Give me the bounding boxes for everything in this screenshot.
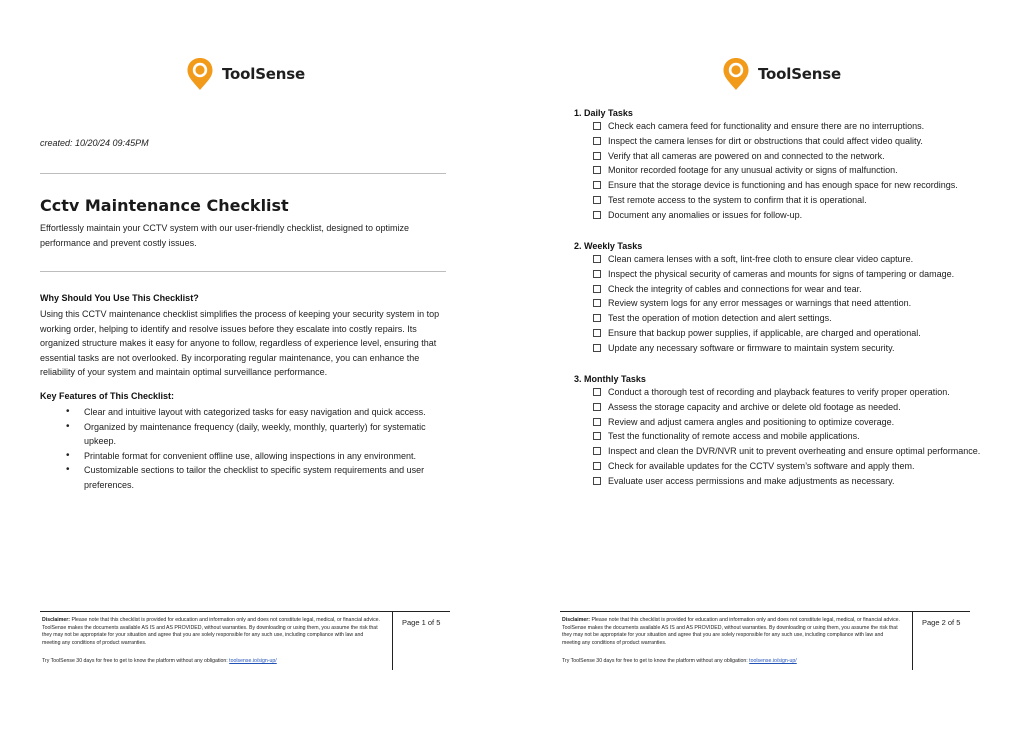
checkbox[interactable] bbox=[593, 196, 601, 204]
why-paragraph: Using this CCTV maintenance checklist simplifies the process of keeping your security system in top working order, helping to identify and resolve issues before they escalate into costly repairs. Its organized structure makes it easy for anyone to follow, regardless of experience level, ensuring that essential tasks are not overlooked. By incorporating regular maintenance, you can enhance the reliability of your system and maintain optimal surveillance performance. bbox=[40, 309, 440, 377]
task-text: Monitor recorded footage for any unusual activity or signs of malfunction. bbox=[608, 165, 898, 176]
task-text: Review system logs for any error messages or warnings that need attention. bbox=[608, 298, 912, 309]
checkbox[interactable] bbox=[593, 255, 601, 263]
task-item bbox=[593, 267, 1014, 282]
checkbox[interactable] bbox=[593, 122, 601, 130]
divider bbox=[40, 271, 446, 272]
feature-item: • Organized by maintenance frequency (daily, weekly, monthly, quarterly) for systematic upkeep. bbox=[60, 420, 450, 449]
task-text: Document any anomalies or issues for follow-up. bbox=[608, 209, 803, 220]
daily-tasks-section bbox=[574, 108, 1014, 223]
location-pin-logo-icon bbox=[722, 57, 750, 91]
task-text: Update any necessary software or firmware to maintain system security. bbox=[608, 342, 895, 353]
checkbox[interactable] bbox=[593, 344, 601, 352]
page-footer bbox=[560, 611, 970, 669]
brand-name: ToolSense bbox=[222, 65, 305, 83]
disclaimer-label: Disclaimer: bbox=[562, 617, 590, 623]
features-heading: Key Features of This Checklist: bbox=[40, 391, 175, 401]
weekly-tasks-section bbox=[574, 241, 1014, 356]
task-text: Review and adjust camera angles and positioning to optimize coverage. bbox=[608, 416, 895, 427]
checkbox[interactable] bbox=[593, 388, 601, 396]
toolsense-logo bbox=[186, 57, 305, 91]
checkbox[interactable] bbox=[593, 447, 601, 455]
section-heading: 3. Monthly Tasks bbox=[574, 374, 646, 384]
checkbox[interactable] bbox=[593, 211, 601, 219]
signup-link[interactable]: toolsense.io/sign-up/ bbox=[229, 658, 277, 664]
monthly-tasks-section bbox=[574, 374, 1014, 489]
task-item bbox=[593, 282, 1014, 297]
task-text: Test the functionality of remote access and mobile applications. bbox=[608, 431, 860, 442]
task-text: Test remote access to the system to confirm that it is operational. bbox=[608, 194, 867, 205]
brand-name: ToolSense bbox=[758, 65, 841, 83]
trial-note bbox=[562, 658, 797, 664]
checkbox[interactable] bbox=[593, 418, 601, 426]
task-item bbox=[593, 341, 1014, 356]
disclaimer bbox=[562, 617, 902, 647]
task-item bbox=[593, 178, 1014, 193]
signup-link[interactable]: toolsense.io/sign-up/ bbox=[749, 658, 797, 664]
task-text: Evaluate user access permissions and make adjustments as necessary. bbox=[608, 475, 895, 486]
task-text: Clean camera lenses with a soft, lint-free cloth to ensure clear video capture. bbox=[608, 254, 914, 264]
disclaimer-label: Disclaimer: bbox=[42, 617, 70, 623]
trial-note bbox=[42, 658, 277, 664]
divider bbox=[40, 173, 446, 174]
task-item bbox=[593, 459, 1014, 474]
feature-item: • Printable format for convenient offline use, allowing inspections in any environment. bbox=[60, 449, 450, 464]
feature-item: • Customizable sections to tailor the checklist to specific system requirements and user preferences. bbox=[60, 463, 450, 492]
toolsense-logo bbox=[722, 57, 841, 91]
task-item bbox=[593, 163, 1014, 178]
task-text: Inspect the camera lenses for dirt or obstructions that could affect video quality. bbox=[608, 135, 923, 146]
checkbox[interactable] bbox=[593, 166, 601, 174]
task-list bbox=[593, 252, 1014, 356]
feature-item: • Clear and intuitive layout with categorized tasks for easy navigation and quick access. bbox=[60, 405, 450, 420]
document-title: Cctv Maintenance Checklist bbox=[40, 196, 289, 215]
task-text: Ensure that backup power supplies, if applicable, are charged and operational. bbox=[608, 327, 921, 338]
document-subtitle: Effortlessly maintain your CCTV system with our user-friendly checklist, designed to optimize performance and prevent costly issues. bbox=[40, 223, 409, 248]
disclaimer-text: Please note that this checklist is provided for education and information only and does not constitute legal, medical, or financial advice. ToolSense makes the documents available AS IS and AS PROVIDED, without warranties. By downloading or using them, you assume the risk that they may not be appropriate for your situation and agree that you are solely responsible for any such use, including compliance with law and meeting any conditions of product warranties. bbox=[562, 617, 900, 646]
task-item bbox=[593, 252, 1014, 267]
checkbox[interactable] bbox=[593, 432, 601, 440]
task-list bbox=[593, 119, 1014, 223]
task-item bbox=[593, 474, 1014, 489]
checkbox[interactable] bbox=[593, 314, 601, 322]
checkbox[interactable] bbox=[593, 285, 601, 293]
task-text: Check the integrity of cables and connections for wear and tear. bbox=[608, 283, 862, 294]
task-text: Check for available updates for the CCTV system’s software and apply them. bbox=[608, 460, 915, 471]
task-item bbox=[593, 119, 1014, 134]
disclaimer bbox=[42, 617, 382, 647]
task-item bbox=[593, 415, 1014, 430]
footer-divider bbox=[392, 612, 393, 670]
task-item bbox=[593, 326, 1014, 341]
task-item bbox=[593, 134, 1014, 149]
section-heading: 2. Weekly Tasks bbox=[574, 241, 643, 251]
page-2 bbox=[520, 0, 1024, 737]
checkbox[interactable] bbox=[593, 329, 601, 337]
checkbox[interactable] bbox=[593, 270, 601, 278]
disclaimer-text: Please note that this checklist is provided for education and information only and does not constitute legal, medical, or financial advice. ToolSense makes the documents available AS IS and AS PROVIDED, without warranties. By downloading or using them, you assume the risk that they may not be appropriate for your situation and agree that you are solely responsible for any such use, including compliance with law and meeting any conditions of product warranties. bbox=[42, 617, 380, 646]
checkbox[interactable] bbox=[593, 403, 601, 411]
checkbox[interactable] bbox=[593, 137, 601, 145]
task-text: Inspect the physical security of cameras and mounts for signs of tampering or damage. bbox=[608, 268, 955, 279]
task-text: Assess the storage capacity and archive or delete old footage as needed. bbox=[608, 401, 901, 412]
task-text: Verify that all cameras are powered on and connected to the network. bbox=[608, 150, 885, 161]
footer-divider bbox=[912, 612, 913, 670]
task-item bbox=[593, 208, 1014, 223]
created-date: created: 10/20/24 09:45PM bbox=[40, 138, 149, 148]
task-item bbox=[593, 311, 1014, 326]
checkbox[interactable] bbox=[593, 477, 601, 485]
trial-text: Try ToolSense 30 days for free to get to know the platform without any obligation: bbox=[42, 658, 228, 664]
checkbox[interactable] bbox=[593, 152, 601, 160]
trial-text: Try ToolSense 30 days for free to get to know the platform without any obligation: bbox=[562, 658, 748, 664]
section-heading: 1. Daily Tasks bbox=[574, 108, 633, 118]
page-number: Page 2 of 5 bbox=[922, 618, 961, 627]
task-item bbox=[593, 193, 1014, 208]
features-list bbox=[60, 405, 450, 492]
task-item bbox=[593, 296, 1014, 311]
task-item bbox=[593, 385, 1014, 400]
task-text: Test the operation of motion detection and alert settings. bbox=[608, 313, 832, 324]
task-list bbox=[593, 385, 1014, 489]
page-number: Page 1 of 5 bbox=[402, 618, 441, 627]
task-item bbox=[593, 149, 1014, 164]
task-text: Ensure that the storage device is functioning and has enough space for new recordings. bbox=[608, 180, 958, 191]
page-1 bbox=[0, 0, 500, 737]
checkbox[interactable] bbox=[593, 299, 601, 307]
location-pin-logo-icon bbox=[186, 57, 214, 91]
page-footer bbox=[40, 611, 450, 669]
checkbox[interactable] bbox=[593, 181, 601, 189]
checkbox[interactable] bbox=[593, 462, 601, 470]
task-item bbox=[593, 429, 1014, 444]
task-item bbox=[593, 400, 1014, 415]
why-heading: Why Should You Use This Checklist? bbox=[40, 293, 199, 303]
task-item bbox=[593, 444, 1014, 459]
task-text: Inspect and clean the DVR/NVR unit to prevent overheating and ensure optimal performance. bbox=[608, 446, 981, 457]
task-text: Conduct a thorough test of recording and playback features to verify proper operation. bbox=[608, 387, 950, 397]
task-text: Check each camera feed for functionality and ensure there are no interruptions. bbox=[608, 121, 925, 131]
